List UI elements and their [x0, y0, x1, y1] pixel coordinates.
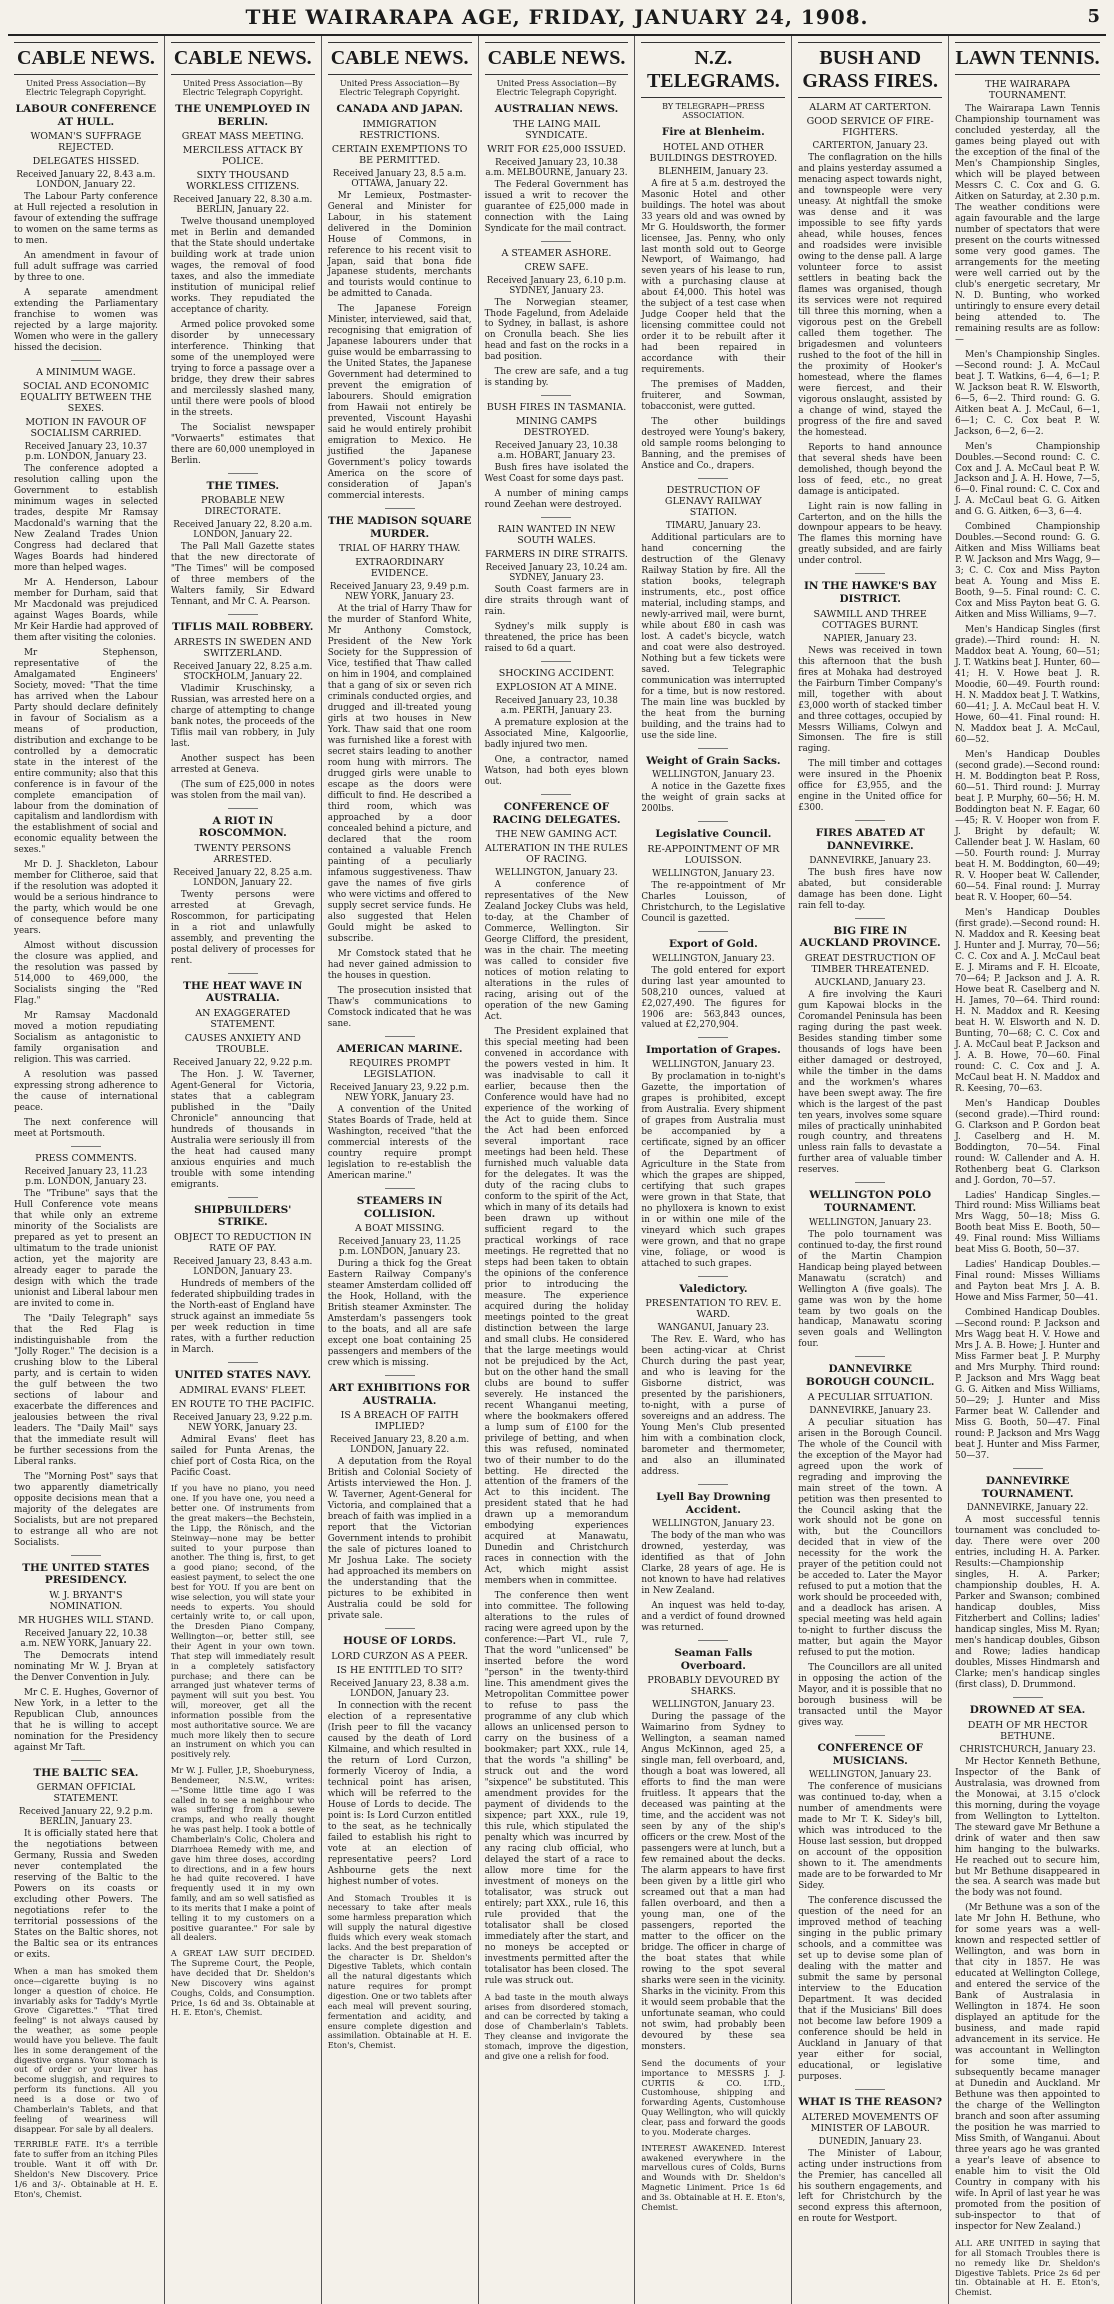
article-paragraph: In connection with the recent election of a representative (Irish peer to fill the vacancy caused by the death of Lord Kilmaine, and which resulted in the return of Lord Curzon, formerly Viceroy of India, a technical point has arisen, which will be referred to the House of Lords to decide. The point is: Is Lord Curzon entitled to the seat, as he technically failed to establish his right to vote at an election of representative peers? Lord Ashbourne gets the next highest number of votes.: [327, 1700, 472, 1887]
article-dateline: Received January 23, 9.22 p.m. NEW YORK, January 23.: [329, 1083, 470, 1104]
article-subheading: DELEGATES HISSED.: [32, 156, 140, 168]
article-subheading: A MINIMUM WAGE.: [36, 366, 136, 378]
article-subheading: ADMIRAL EVANS' FLEET.: [179, 1384, 307, 1396]
article-subheading: GOOD SERVICE OF FIRE-FIGHTERS.: [806, 116, 934, 138]
article-paragraph: News was received in town this afternoon that the bush fires at Mohaka had destroyed the Fairburn Timber Company's mill, together with about £3,000 worth of stacked timber and three cottages, occupied by Messrs Williams, Colwyn and Simonsen. The fire is still raging.: [798, 645, 943, 755]
article-subheading: RE-APPOINTMENT OF MR LOUISSON.: [647, 844, 780, 867]
section-divider: [541, 517, 571, 518]
article-dateline: DANNEVIRKE, January 22.: [966, 1503, 1089, 1514]
article-dateline: WANGANUI, January 23.: [657, 1323, 770, 1334]
article-dateline: WELLINGTON, January 23.: [652, 770, 775, 781]
article-paragraph: A deputation from the Royal British and Colonial Society of Artists interviewed the Hon. J. W. Taverner, Agent-General for Victoria, and complained that a breach of faith was implied in a report that the Victorian Government intends to prohibit the sale of pictures loaned to Mr Joshua Lake. The society had approached its members on the understanding that the pictures to be exhibited in Australia could be sold for private sale.: [327, 1457, 472, 1622]
article-subheading: TRIAL OF HARRY THAW.: [338, 543, 461, 555]
article-subheading: LORD CURZON AS A PEER.: [331, 1650, 468, 1662]
article-dateline: Received January 23, 10.37 p.m. LONDON, January 23.: [24, 441, 148, 462]
advertisement-text: Mr W. J. Fuller, J.P., Shoeburyness, Bendemeer, N.S.W., writes:—"Some little time ago I was called in to see a neighbour who was suffering from a severe cramps, and who really thought he was past help. I took a bottle of Chamberlain's Colic, Cholera and Diarrhoea Remedy with me, and gave him three doses, according to directions, and in a few hours he had quite recovered. I have frequently used it in my own family, and am so well satisfied as to its merits that I make a point of telling it to my customers on a positive guarantee." For sale by all dealers.: [170, 1765, 315, 1943]
article-paragraph: Mr Comstock stated that he had never gained admission to the houses in question.: [327, 948, 472, 981]
article-subheading: GERMAN OFFICIAL STATEMENT.: [36, 1782, 136, 1805]
column-heading: CABLE NEWS.: [171, 42, 315, 75]
article-headline: FIRES ABATED AT DANNEVIRKE.: [815, 827, 925, 852]
article-paragraph: Light rain is now falling in Carterton, and on the hills the downpour appears to be heavy. The flames this morning have greatly subsided, and are fairly under control.: [798, 501, 943, 567]
article-dateline: WELLINGTON, January 23.: [652, 953, 775, 964]
article-subheading: THE LAING MAIL SYNDICATE.: [512, 118, 601, 141]
article-paragraph: Twenty persons were arrested at Grevagh, Roscommon, for participating in a riot and unlawfully assembly, and preventing the postal delivery of processes for rent.: [170, 889, 315, 966]
article-headline: AUSTRALIAN NEWS.: [494, 103, 619, 115]
section-divider: [541, 241, 571, 242]
article-subheading: IMMIGRATION RESTRICTIONS.: [359, 118, 440, 141]
article-headline: WELLINGTON POLO TOURNAMENT.: [809, 1189, 932, 1215]
article-headline: Weight of Grain Sacks.: [646, 754, 781, 767]
article-paragraph: The conference adopted a resolution calling upon the Government to establish minimum wages in selected trades, despite Mr Ramsay Macdonald's warning that the New Zealand Trades Union Congress had declared that Wages Boards had hindered more than helped wages.: [14, 463, 158, 573]
advertisement-text: If you have no piano, you need one. If you have one, you need a better one. Of instruments from the great makers—the Bechstein, the Lipp, the Rönisch, and the Steinway—none may be better suited to your purpose than another. The thing is, first, to get a good piano; second, of the easiest payment, to select the one best for YOU. If you are bent on wise selection, you will state your needs to experts. You should certainly write to, or call upon, the Dresden Piano Company, Wellington—or, better still, see their Agent in your own town. That step will immediately result in a completely satisfactory purchase; and there can be arranged just whatever terms of payment will suit you best. You will, moreover, get all the information possible from the most authoritative source. We are much more likely then to secure an instrument on which you can positively rely.: [170, 1483, 315, 1760]
article-paragraph: The Minister of Labour, acting under instructions from the Premier, has cancelled all his southern engagements, and left for Christchurch by the second express this afternoon, en route for Westport.: [798, 2148, 943, 2225]
article-paragraph: A number of mining camps round Zeehan were destroyed.: [484, 489, 629, 511]
section-divider: [71, 360, 101, 361]
article-paragraph: A conference of representatives of the New Zealand Jockey Clubs was held, to-day, at the Chamber of Commerce, Wellington. Sir George Clifford, the president, was in the chair. The meeting was called to consider five notices of motion relating to alterations in the rules of racing, arising out of the operation of the new Gaming Act.: [484, 880, 629, 1023]
article-paragraph: The conference of musicians was continued to-day, when a number of amendments were made to Mr T. K. Sidey's bill, which was introduced to the House last session, but dropped on account of the opposition shown to it. The amendments made are to be forwarded to Mr Sidey.: [798, 1782, 943, 1892]
article-paragraph: Mr A. Henderson, Labour member for Durham, said that Mr Macdonald was prejudiced against Wages Boards, while Mr Keir Hardie had approved of them after visiting the colonies.: [14, 577, 158, 643]
article-headline: AMERICAN MARINE.: [336, 1042, 463, 1055]
article-subheading: ALTERED MOVEMENTS OF MINISTER OF LABOUR.: [801, 2111, 939, 2134]
section-divider: [698, 931, 728, 932]
column-heading: CABLE NEWS.: [485, 42, 629, 75]
article-dateline: WELLINGTON, January 23.: [652, 1700, 775, 1711]
section-divider: [71, 1146, 101, 1147]
article-headline: HOUSE OF LORDS.: [343, 1635, 457, 1648]
article-subheading: EXPLOSION AT A MINE.: [496, 682, 617, 694]
article-paragraph: Almost without discussion the closure was applied, and the resolution was passed by 514,000 to 469,000, the Socialists singing the "Red Flag.": [14, 941, 158, 1007]
article-paragraph: Ladies' Handicap Doubles.—Final round: Misses Williams and Payton beat Mrs J. A. B. Howe and Miss Farmer, 50—41.: [955, 1260, 1100, 1304]
section-divider: [855, 1182, 885, 1183]
article-paragraph: An amendment in favour of full adult suffrage was carried by three to one.: [14, 251, 158, 284]
article-headline: SHIPBUILDERS' STRIKE.: [194, 1203, 292, 1229]
article-paragraph: The Democrats intend nominating Mr W. J. Bryan at the Denver Convention in July.: [14, 1650, 158, 1683]
advertisement-text: TERRIBLE FATE. It's a terrible fate to suffer from an itching Piles trouble. Want it off with Dr. Sheldon's New Discovery. Price 1/6 and 3/-. Obtainable at H. E. Eton's, Chemist.: [14, 2139, 158, 2199]
section-divider: [228, 614, 258, 615]
article-headline: Export of Gold.: [668, 937, 758, 950]
section-divider: [385, 1036, 415, 1037]
article-subheading: GREAT DESTRUCTION OF TIMBER THREATENED.: [804, 952, 936, 975]
section-divider: [385, 1375, 415, 1376]
section-divider: [855, 918, 885, 919]
article-dateline: Received January 23, 9.49 p.m. NEW YORK, January 23.: [329, 582, 470, 603]
article-subheading: CAUSES ANXIETY AND TROUBLE.: [184, 1033, 301, 1056]
article-paragraph: The Wairarapa Lawn Tennis Championship tournament was concluded yesterday, all the games being played out with the exception of the final of the Men's Championship Singles, which will be played between Messrs C. C. Cox and G. G. Aitken on Saturday, at 2.30 p.m. The weather conditions were again favourable and the large number of spectators that were present on the courts witnessed some very good games. The arrangements for the meeting were well carried out by the club's energetic secretary, Mr N. D. Bunting, who worked untiringly to ensure every detail being attended to. The remaining results are as follow:—: [955, 104, 1100, 345]
article-dateline: Received January 23, 10.38 a.m. MELBOURNE, January 23.: [485, 157, 628, 178]
section-divider: [228, 973, 258, 974]
column-heading: CABLE NEWS.: [328, 42, 472, 75]
article-dateline: CARTERTON, January 23.: [812, 141, 928, 151]
article-paragraph: A notice in the Gazette fixes the weight of grain sacks at 200lbs.: [641, 782, 786, 815]
article-paragraph: Armed police provoked some disorder by unnecessary interference. Thinking that some of the unemployed were trying to force a passage over a bridge, they drew their sabres and mercilessly slashed many, until there were pools of blood in the streets.: [170, 320, 315, 418]
article-subheading: WOMAN'S SUFFRAGE REJECTED.: [30, 131, 142, 154]
section-divider: [385, 1188, 415, 1189]
article-paragraph: An inquest was held to-day, and a verdict of found drowned was returned.: [641, 1601, 786, 1634]
article-headline: CANADA AND JAPAN.: [336, 103, 463, 115]
article-headline: Legislative Council.: [655, 828, 772, 841]
section-divider: [855, 1735, 885, 1736]
article-subheading: SOCIAL AND ECONOMIC EQUALITY BETWEEN THE SEXES.: [20, 380, 152, 414]
article-headline: Seaman Falls Overboard.: [674, 1647, 753, 1672]
article-paragraph: By proclamation in to-night's Gazette, the importation of grapes is prohibited, except from Australia. Every shipment of grapes from Australia must be accompanied by a certificate, signed by an officer of the Department of Agriculture in the State from which the grapes are shipped, certifying that such grapes were grown in that State, that no phylloxera is known to exist in or within one mile of the vineyard which such grapes were grown, and that no grape vine, foliage, or wood is attached to such grapes.: [641, 1072, 786, 1269]
advertisement-text: And Stomach Troubles it is necessary to take after meals some harmless preparation which will supply the natural digestive fluids which every weak stomach lacks. And the best preparation of the character is Dr. Sheldon's Digestive Tablets, which contain all the natural digestants which nature requires for prompt digestion. One or two tablets after each meal will prevent souring, fermentation and acidity, and ensure complete digestion and assimilation. Obtainable at H. E. Eton's, Chemist.: [327, 1892, 472, 2051]
article-subheading: THE NEW GAMING ACT.: [495, 829, 618, 841]
article-subheading: A BOAT MISSING.: [355, 1223, 445, 1235]
article-subheading: THE WAIRARAPA TOURNAMENT.: [985, 79, 1071, 101]
article-subheading: TWENTY PERSONS ARRESTED.: [194, 842, 292, 865]
masthead: [8, 0, 1106, 36]
section-divider: [855, 573, 885, 574]
article-paragraph: Men's Championship Doubles.—Second round: C. C. Cox and J. A. McCaul beat P. W. Jackson and J. A. H. Howe, 7—5, 6—0. Final round: C. C. Cox and J. A. McCaul beat G. G. Aitken and G. G. Aitken, 6—3, 6—4.: [955, 441, 1100, 518]
section-divider: [698, 1640, 728, 1641]
section-divider: [855, 820, 885, 821]
page-number: 5: [1087, 6, 1100, 27]
masthead-title: THE WAIRARAPA AGE, FRIDAY, JANUARY 24, 1908.: [245, 5, 869, 29]
article-dateline: WELLINGTON, January 23.: [808, 1770, 932, 1781]
article-subheading: CERTAIN EXEMPTIONS TO BE PERMITTED.: [331, 143, 468, 166]
article-paragraph: A most successful tennis tournament was concluded to-day. There were over 200 entries, including H. A. Parker. Results:—Championship singles, H. A. Parker; championship doubles, H. A. Parker and Swanson; combined handicap doubles, Miss Fitzherbert and Collins; ladies' handicap singles, Miss M. Ryan; men's handicap doubles, Gibson and Rowe; ladies handicap doubles, Misses Hindmarsh and Clarke; men's handicap singles (first class), D. Drummond.: [955, 1515, 1100, 1691]
article-subheading: HOTEL AND OTHER BUILDINGS DESTROYED.: [649, 141, 778, 164]
article-headline: Importation of Grapes.: [645, 1044, 781, 1057]
article-headline: DANNEVIRKE BOROUGH COUNCIL.: [806, 1363, 935, 1389]
article-subheading: PROBABLY DEVOURED BY SHARKS.: [647, 1675, 780, 1698]
article-subheading: MINING CAMPS DESTROYED.: [515, 416, 598, 439]
column-heading: BUSH AND GRASS FIRES.: [798, 42, 942, 98]
article-subheading: SAWMILL AND THREE COTTAGES BURNT.: [813, 608, 927, 631]
article-dateline: WELLINGTON, January 23.: [808, 1217, 932, 1228]
article-dateline: Received January 23, 8.5 a.m. OTTAWA, January 22.: [332, 168, 467, 189]
article-dateline: WELLINGTON, January 23.: [652, 1060, 775, 1071]
article-headline: TIFLIS MAIL ROBBERY.: [172, 621, 314, 634]
article-dateline: Received January 23, 10.38 a.m. PERTH, January 23.: [495, 696, 618, 717]
article-headline: UNITED STATES NAVY.: [174, 1368, 312, 1381]
section-divider: [228, 808, 258, 809]
section-divider: [855, 1356, 885, 1357]
article-dateline: Received January 23, 11.23 p.m. LONDON, January 23.: [24, 1167, 148, 1188]
section-divider: [228, 1197, 258, 1198]
article-paragraph: The next conference will meet at Portsmouth.: [14, 1118, 158, 1140]
article-headline: THE HEAT WAVE IN AUSTRALIA.: [183, 979, 303, 1005]
advertisement-text: Send the documents of your importance to MESSRS J. J. CURTIS & CO. LTD., Customhouse, shipping and forwarding Agents, Customhouse Quay Wellington, who will quickly clear, pass and forward the goods to you. Moderate charges.: [641, 2057, 786, 2137]
article-paragraph: The re-appointment of Mr Charles Louisson, of Christchurch, to the Legislative Council is gazetted.: [641, 881, 786, 924]
article-paragraph: During the passage of the Waimarino from Sydney to Wellington, a seaman named Angus McKinnon, aged 25, a single man, fell overboard, and, though a boat was lowered, all efforts to find the man were fruitless. It appears that the deceased was painting at the time, and the accident was not seen by any of the ship's officers or the crew. Most of the passengers were at lunch, but a few remained about the decks. The alarm appears to have first been given by a little girl who screamed out that a man had fallen overboard, and then a young man, one of the passengers, reported the matter to the officer on the bridge. The officer in charge of the boat states that while rowing to the spot several sharks were seen in the vicinity. Sharks in the vicinity. From this it would seem probable that the unfortunate seaman, who could not swim, had probably been devoured by these sea monsters.: [641, 1712, 786, 2052]
article-dateline: TIMARU, January 23.: [665, 521, 761, 532]
article-paragraph: Twelve thousand unemployed met in Berlin and demanded that the State should undertake building work at trade union wages, the removal of food taxes, and also the immediate institution of municipal relief works. They repudiated the acceptance of charity.: [170, 217, 315, 316]
article-dateline: Received January 22, 8.25 a.m. STOCKHOLM, January 22.: [173, 661, 313, 682]
column-4: [479, 36, 636, 2304]
article-paragraph: Additional particulars are to hand concerning the destruction of the Glenavy Railway Station by fire. All the station books, telegraph instruments, etc., post office material, including stamps, and newly-arrived mail, were burnt, while about £80 in cash was lost. A cadet's bicycle, watch and coat were also destroyed. Nothing but a few tickets were saved. Telegraphic communication was interrupted for a time, but is now restored. The main line was buckled by the heat from the burning building, and the trains had to use the side line.: [641, 533, 786, 741]
article-paragraph: The Councillors are all united in opposing the action of the Mayor, and it is possible that no borough business will be transacted until the Mayor gives way.: [798, 1663, 943, 1729]
article-headline: THE MADISON SQUARE MURDER.: [327, 515, 472, 540]
advertisement-text: INTEREST AWAKENED. Interest awakened everywhere in the marvellous cures of Colds, Burns and Wounds with Dr. Sheldon's Magnetic Liniment. Price 1s 6d and 3s. Obtainable at H. E. Eton's, Chemist.: [641, 2142, 786, 2212]
article-paragraph: Men's Handicap Doubles (second grade).—Third round: G. Clarkson and P. Gordon beat J. Caselberg and H. M. Boddington, 70—54. Final round: W. Callender and A. H. Rothenberg beat G. Clarkson and J. Gordon, 70—57.: [955, 1098, 1100, 1186]
column-6: [792, 36, 949, 2304]
article-paragraph: The gold entered for export during last year amounted to 508,210 ounces, valued at £2,027,490. The figures for 1906 are: 563,843 ounces, valued at £2,270,904.: [641, 965, 786, 1031]
article-headline: THE UNITED STATES PRESIDENCY.: [22, 1561, 150, 1587]
article-dateline: DANNEVIRKE, January 23.: [809, 855, 931, 866]
article-dateline: Received January 23, 8.38 a.m. LONDON, January 23.: [330, 1678, 470, 1699]
article-dateline: WELLINGTON, January 23.: [652, 1519, 775, 1530]
article-headline: THE BALTIC SEA.: [33, 1766, 139, 1779]
article-paragraph: South Coast farmers are in dire straits through want of rain.: [484, 585, 629, 618]
column-3: [322, 36, 479, 2304]
section-divider: [698, 821, 728, 822]
article-paragraph: The Pall Mall Gazette states that the new directorate of "The Times" will be composed of three members of the Walters family, Sir Edward Tennant, and Mr C. A. Pearson.: [170, 542, 315, 608]
section-divider: [698, 1037, 728, 1038]
article-headline: THE UNEMPLOYED IN BERLIN.: [175, 103, 311, 128]
article-headline: Valedictory.: [679, 1282, 748, 1295]
section-divider: [698, 478, 728, 479]
article-dateline: CHRISTCHURCH, January 23.: [959, 1744, 1096, 1755]
article-paragraph: The prosecution insisted that Thaw's communications to Comstock indicated that he was sane.: [327, 985, 472, 1029]
article-subheading: IS A BREACH OF FAITH IMPLIED?: [340, 1410, 459, 1433]
article-subheading: MOTION IN FAVOUR OF SOCIALISM CARRIED.: [25, 416, 147, 439]
column-heading: LAWN TENNIS.: [955, 42, 1100, 75]
article-headline: CONFERENCE OF RACING DELEGATES.: [492, 801, 621, 826]
article-headline: DANNEVIRKE TOURNAMENT.: [981, 1475, 1074, 1500]
article-dateline: BLENHEIM, January 23.: [658, 166, 769, 177]
article-subheading: A PECULIAR SITUATION.: [807, 1391, 933, 1403]
article-paragraph: Men's Handicap Doubles (first grade).—Second round: H. N. Maddox and R. Keesing beat J. Hunter and J. Murray, 70—56; C. C. Cox and A. J. McCaul beat E. J. Mirams and F. H. Elcoate, 70—64; P. Jackson and J. A. R. Howe beat R. Caselberg and N. H. James, 70—64. Third round: H. N. Maddox and R. Keesing beat H. W. Elsworth and N. D. Bunting, 70—68; C. C. Cox and J. A. McCaul beat P. Jackson and J. A. B. Howe, 70—60. Final round: C. C. Cox and J. A. McCaul beat H. N. Maddox and R. Keesing, 70—63.: [955, 907, 1100, 1094]
section-divider: [71, 1555, 101, 1556]
article-paragraph: The Federal Government has issued a writ to recover the guarantee of £25,000 made in connection with the Laing Syndicate for the mail contract.: [484, 179, 629, 234]
column-byline: United Press Association—By Electric Telegraph Copyright.: [182, 79, 304, 97]
article-paragraph: The crew are safe, and a tug is standing by.: [484, 367, 629, 389]
article-subheading: SHOCKING ACCIDENT.: [498, 668, 615, 680]
article-paragraph: Combined Handicap Doubles.—Second round: P. Jackson and Mrs Wagg beat H. V. Howe and Mrs J. A. B. Howe; J. Hunter and Miss Farmer beat J. P. Murphy and Mrs Murphy. Third round: P. Jackson and Mrs Wagg beat G. G. Aitken and Miss Williams, 50—29; J. Hunter and Miss Farmer beat W. Callender and Miss G. Booth, 50—47. Final round: P. Jackson and Mrs Wagg beat J. Hunter and Miss Farmer, 50—37.: [955, 1308, 1100, 1462]
section-divider: [698, 748, 728, 749]
article-subheading: PRESS COMMENTS.: [35, 1153, 137, 1165]
advertisement-text: A bad taste in the mouth always arises from disordered stomach, and can be corrected by taking a dose of Chamberlain's Tablets. They cleanse and invigorate the stomach, improve the digestion, and give one a relish for food.: [484, 1991, 629, 2061]
article-paragraph: At the trial of Harry Thaw for the murder of Stanford White, Mr Anthony Comstock, President of the New York Society for the Suppression of Vice, testified that Thaw called on him in 1904, and complained that a gang of six or seven rich criminals conducted orgies, and drugged and ill-treated young girls at two houses in New York. Thaw said that one room was furnished like a forest with secret stairs leading to another room hung with mirrors. The drugged girls were unable to escape as the doors were difficult to find. He described a third room, which was approached by a door concealed behind a picture, and declared that the room contained a valuable French painting of a peculiarly infamous suggestiveness. Thaw gave the names of five girls who were victims and offered to supply secret service funds. He also suggested that Helen Gould might be asked to subscribe.: [327, 604, 472, 944]
article-subheading: EN ROUTE TO THE PACIFIC.: [171, 1398, 315, 1410]
article-paragraph: The conference discussed the question of the need for an improved method of teaching singing in the public primary schools, and a committee was set up to devise some plan of dealing with the matter and submit the same by personal interview to the Education Department. It was decided that if the Musicians' Bill does not become law before 1909 a conference should be held in Auckland in January of that year either for social, educational, or legislative purposes.: [798, 1896, 943, 2082]
section-divider: [541, 395, 571, 396]
section-divider: [855, 2089, 885, 2090]
article-subheading: DEATH OF MR HECTOR BETHUNE.: [967, 1719, 1088, 1742]
article-paragraph: Men's Handicap Doubles (second grade).—Second round: H. M. Boddington beat P. Ross, 60—51. Third round: J. Murray beat J. P. Murphy, 60—56; H. M. Boddington beat N. F. Eagar, 60—45; R. V. Hooper won from F. J. Bright by default; W. Callender beat J. W. Haslam, 60—50. Fourth round: J. Murray beat H. M. Boddington, 60—49; R. V. Hooper beat W. Callender, 60—54. Final round: J. Murray beat R. V. Hooper, 60—54.: [955, 750, 1100, 903]
article-paragraph: Hundreds of members of the federated shipbuilding trades in the North-east of England have struck against an immediate 5s per week reduction in time rates, with a further reduction in March.: [170, 1279, 315, 1355]
article-dateline: Received January 23, 8.20 a.m. LONDON, January 22.: [330, 1435, 470, 1456]
article-paragraph: A fire involving the Kauri gum Kapowai blocks in the Coromandel Peninsula has been raging during the past week. Besides standing timber some thousands of logs have been either damaged or destroyed, while the timber in the dams and the workmen's whares have been swept away. The fire which is the largest of the past ten years, involves some square miles of practically uninhabited rough country, and threatens unless rain falls to devastate a further area of valuable timber reserves.: [798, 989, 943, 1176]
column-2: [165, 36, 322, 2304]
section-divider: [541, 794, 571, 795]
article-paragraph: The premises of Madden, fruiterer, and Sowman, tobacconist, were gutted.: [641, 380, 786, 413]
article-paragraph: Mr Stephenson, representative of the Amalgamated Engineers' Society, moved: "That the time has arrived when the Labour Party should declare definitely in favour of Socialism as a means of production, distribution and exchange to be controlled by a democratic state in the interest of the entire community; also that this conference is in favour of the complete emancipation of labour from the domination of capitalism and landlordism with the establishment of social and economic equality between the sexes.": [14, 647, 158, 856]
article-paragraph: A premature explosion at the Associated Mine, Kalgoorlie, badly injured two men.: [484, 718, 629, 751]
section-divider: [698, 1276, 728, 1277]
article-dateline: NAPIER, January 23.: [823, 633, 917, 644]
article-paragraph: The conference then went into committee. The following alterations to the rules of racing were agreed upon by the conference:—Part VI., rule 7, That the word "unlicensed" be inserted before the word "person" in the twenty-third line. This amendment gives the Metropolitan Committee power to refuse to pass the programme of any club which allows an unlicensed person to carry on the business of a bookmaker; part XXX., rule 14, that the words "a shilling" be struck out and the word "sixpence" be substituted. This amendment provides for the payment of dividends to the sixpence; part XXX., rule 19, this rule, which stipulated the penalty which was incurred by any racing club official, who delayed the start of a race to allow more time for the investment of moneys on the totalisator, was struck out entirely; part XXX., rule 16, this rule provided that the totalisator shall be closed immediately after the start, and no moneys be accepted or investments permitted after the totalisator has been closed. The rule was struck out.: [484, 1591, 629, 1986]
article-paragraph: Mr D. J. Shackleton, Labour member for Clitheroe, said that if the resolution was adopted it would be a serious hindrance to the party, which would be one of consequence before many years.: [14, 860, 158, 937]
article-paragraph: The "Tribune" says that the Hull Conference vote means that while only an extreme minority of the Socialists are prepared as yet to present an ultimatum to the trade unionist action, yet the majority are already eager to parade the design with which the trade unionist and Liberal labour men are invited to come in.: [14, 1189, 158, 1309]
section-divider: [541, 661, 571, 662]
article-paragraph: A resolution was passed expressing strong adherence to the cause of international peace.: [14, 1070, 158, 1114]
article-subheading: ALTERATION IN THE RULES OF RACING.: [485, 843, 628, 866]
advertisement-text: When a man has smoked them once—cigarette buying is no longer a question of choice. He invariably asks for Taddy's Myrtle Grove Cigarettes." "That tired feeling" is not always caused by the weather, as some people would have you believe. The fault lies in some derangement of the digestive organs. Your stomach is out of order or your liver has become sluggish, and requires to perform its functions. All you need is a dose or two of Chamberlain's Tablets, and that feeling of weariness will disappear. For sale by all dealers.: [14, 1966, 158, 2134]
article-headline: THE TIMES.: [206, 479, 280, 492]
article-paragraph: The body of the man who was drowned, yesterday, was identified as that of John Clarke, 28 years of age. He is not known to have had relatives in New Zealand.: [641, 1531, 786, 1597]
section-divider: [698, 1484, 728, 1485]
article-paragraph: A peculiar situation has arisen in the Borough Council. The whole of the Council with the exception of the Mayor had agreed upon the work of regrading and improving the main street of the town. A petition was then presented to the Council asking that the work should not be gone on with, but the Councillors decided that in view of the necessity for the work the prayer of the petition could not be acceded to. Later the Mayor refused to put a motion that the work should be proceeded with, and a deadlock has arisen. A special meeting was held again to-night to further discuss the matter, but again the Mayor refused to put the motion.: [798, 1417, 943, 1659]
article-dateline: Received January 23, 9.22 p.m. NEW YORK, January 23.: [173, 1412, 313, 1433]
article-paragraph: Bush fires have isolated the West Coast for some days past.: [484, 463, 629, 485]
article-paragraph: Men's Championship Singles.—Second round: J. A. McCaul beat J. T. Watkins, 6—4, 6—1; P. W. Jackson beat R. W. Elsworth, 6—5, 6—2. Third round: G. G. Aitken beat A. J. McCaul, 6—1, 6—1; C. C. Cox beat P. W. Jackson, 6—2, 6—2.: [955, 349, 1100, 437]
article-paragraph: It is officially stated here that the negotiations between Germany, Russia and Sweden never contemplated the reserving of the Baltic to the Powers on its coasts or excluding other Powers. The negotiations refer to the territorial possessions of the States on the Baltic shores, not the Baltic sea or its entrances or exits.: [14, 1829, 158, 1961]
article-dateline: Received January 23, 6.10 p.m. SYDNEY, January 23.: [486, 275, 627, 296]
article-subheading: IS HE ENTITLED TO SIT?: [336, 1664, 463, 1676]
article-paragraph: Another suspect has been arrested at Geneva.: [170, 753, 315, 775]
article-subheading: CREW SAFE.: [524, 261, 589, 273]
article-paragraph: The "Daily Telegraph" says that the Red Flag is indistinguishable from the "Jolly Roger." The decision is a crushing blow to the Liberal party, and is certain to widen the gulf between the two sections of labour and exacerbate the differences and jealousies between the rival leaders. The "Daily Mail" says that the immediate result will be further secessions from the Liberal ranks.: [14, 1313, 158, 1467]
article-dateline: Received January 22, 9.22 p.m.: [173, 1058, 313, 1069]
article-paragraph: Admiral Evans' fleet has sailed for Punta Arenas, the chief port of Costa Rica, on the Pacific Coast.: [170, 1434, 315, 1478]
column-byline: United Press Association—By Electric Telegraph Copyright.: [25, 79, 147, 97]
article-paragraph: The Norwegian steamer, Thode Fagelund, from Adelaide to Sydney, in ballast, is ashore on Cronulla beach. She lies head and fast on the rocks in a bad position.: [484, 297, 629, 363]
article-subheading: GREAT MASS MEETING.: [181, 131, 304, 143]
article-paragraph: A convention of the United States Boards of Trade, held at Washington, received "that the commercial interests of the country require prompt legislation to re-establish the American marine.": [327, 1105, 472, 1182]
article-paragraph: During a thick fog the Great Eastern Railway Company's steamer Amsterdam collided off the Hook, Holland, with the British steamer Axminster. The Amsterdam's passengers took to the boats, and all are safe except one boat containing 25 passengers and members of the crew which is missing.: [327, 1259, 472, 1369]
article-dateline: Received January 23, 11.25 p.m. LONDON, January 23.: [338, 1237, 461, 1258]
article-paragraph: Sydney's milk supply is threatened, the price has been raised to 6d a quart.: [484, 622, 629, 655]
article-paragraph: Mr Lemieux, Postmaster-General and Minister for Labour, in his statement delivered in the Dominion House of Commons, in reference to his recent visit to Japan, said that bona fide Japanese students, merchants and tourists would continue to be admitted to Canada.: [327, 190, 472, 300]
article-paragraph: The "Morning Post" says that two apparently diametrically opposite decisions mean that a majority of the delegates are Socialists, but are not prepared to estrange all who are not Socialists.: [14, 1471, 158, 1548]
advertisement-text: A GREAT LAW SUIT DECIDED. The Supreme Court, the People, have decided that Dr. Sheldon's New Discovery wins against Coughs, Colds, and Consumption. Price, 1s 6d and 3s. Obtainable at H. E. Eton's, Chemist.: [170, 1948, 315, 2018]
article-paragraph: The other buildings destroyed were Young's bakery, old sample rooms belonging to Banning, and the premises of Anstice and Co., drapers.: [641, 417, 786, 472]
article-paragraph: One, a contractor, named Watson, had both eyes blown out.: [484, 755, 629, 788]
article-paragraph: The mill timber and cottages were insured in the Phoenix office for £3,955, and the engine in the United office for £300.: [798, 759, 943, 814]
article-subheading: OBJECT TO REDUCTION IN RATE OF PAY.: [174, 1232, 312, 1255]
article-headline: LABOUR CONFERENCE AT HULL.: [15, 103, 157, 128]
article-dateline: Received January 22, 8.20 a.m. LONDON, January 22.: [173, 520, 313, 541]
article-headline: CONFERENCE OF MUSICIANS.: [817, 1742, 923, 1767]
article-paragraph: Reports to hand announce that several sheds have been demolished, though beyond the loss of feed, etc., no great damage is anticipated.: [798, 442, 943, 497]
article-headline: Lyell Bay Drowning Accident.: [656, 1491, 771, 1516]
article-paragraph: (The sum of £25,000 in notes was stolen from the mail van).: [170, 779, 315, 801]
article-subheading: WRIT FOR £25,000 ISSUED.: [487, 143, 626, 155]
column-byline: BY TELEGRAPH—PRESS ASSOCIATION.: [662, 102, 765, 120]
article-dateline: Received January 23, 10.24 am. SYDNEY, January 23.: [485, 563, 628, 584]
column-1: [8, 36, 165, 2304]
section-divider: [71, 1760, 101, 1761]
article-subheading: BUSH FIRES IN TASMANIA.: [486, 402, 627, 414]
article-paragraph: The conflagration on the hills and plains yesterday assumed a menacing aspect towards night, and townspeople were very uneasy. At nightfall the smoke was dense and it was impossible to see fifty yards ahead, while houses, fences and roadsides were invisible owing to the dense pall. A large volunteer force to assist settlers in beating back the flames was organised, though its services were not required till three this morning, when a vigorous pest on the Grebell called them together. The brigadesmen and volunteers rushed to the foot of the hill in the proximity of Hooker's homestead, where the flames were fiercest, and their vigorous onslaught, assisted by a change of wind, stayed the progress of the fire and saved the homestead.: [798, 153, 943, 438]
article-subheading: W. J. BRYANT'S NOMINATION.: [49, 1589, 123, 1612]
article-headline: Fire at Blenheim.: [661, 126, 765, 138]
column-byline: United Press Association—By Electric Telegraph Copyright.: [339, 79, 460, 97]
article-paragraph: The Socialist newspaper "Vorwaerts" estimates that there are 60,000 unemployed in Berlin.: [170, 422, 315, 466]
article-dateline: DANNEVIRKE, January 23.: [809, 1405, 931, 1416]
article-headline: BIG FIRE IN AUCKLAND PROVINCE.: [799, 924, 941, 950]
article-paragraph: The Hon. J. W. Taverner, Agent-General for Victoria, states that a cablegram published in the "Daily Chronicle" announcing that hundreds of thousands in Australia were seriously ill from the heat had caused many anxious enquiries and much trouble with some intending emigrants.: [170, 1070, 315, 1190]
article-paragraph: Combined Championship Doubles.—Second round: G. G. Aitken and Miss Williams beat P. W. Jackson and Mrs Wagg, 9—3; C. C. Cox and Miss Payton beat A. Young and Miss E. Booth, 9—5. Final round: C. C. Cox and Miss Payton beat G. G. Aitken and Miss Williams, 9—7.: [955, 522, 1100, 621]
article-subheading: PRESENTATION TO REV. E. WARD.: [645, 1298, 782, 1321]
article-paragraph: The Japanese Foreign Minister, interviewed, said that, recognising that emigration of Japanese labourers under that guise would be embarrassing to the United States, the Japanese Government had determined to prevent the emigration of labourers. Should emigration from Hawaii not entirely be prevented, Viscount Hayashi said he would entirely prohibit emigration to Mexico. He justified the Japanese Government's policy towards America on the score of consideration of Japan's commercial interests.: [327, 304, 472, 502]
article-dateline: WELLINGTON, January 23.: [495, 868, 618, 879]
article-paragraph: Ladies' Handicap Singles.—Third round: Miss Williams beat Mrs Wagg, 50—18; Miss G. Booth beat Miss E. Booth, 50—49. Final round: Miss Williams beat Miss G. Booth, 50—37.: [955, 1190, 1100, 1256]
column-heading: CABLE NEWS.: [14, 42, 158, 75]
article-dateline: WELLINGTON, January 23.: [652, 869, 775, 880]
section-divider: [385, 1628, 415, 1629]
article-headline: DROWNED AT SEA.: [969, 1704, 1086, 1717]
section-divider: [385, 508, 415, 509]
article-paragraph: (Mr Bethune was a son of the late Mr John H. Bethune, who for some years was a well-known and respected settler of Wellington, and was born in that city in 1857. He was educated at Wellington College, and entered the service of the Bank of Australasia in Wellington in 1874. He soon displayed an aptitude for the business, and made rapid advancement in its service. He was accountant in Wellington for some time, and subsequently became manager at Dunedin and Auckland. Mr Bethune was then appointed to the charge of the Wellington branch and soon after assuming the position he was married to Miss Smith, of Wanganui. About three years ago he was granted a year's leave of absence to enable him to visit the Old Country in company with his wife. In April of last year he was promoted from the position of sub-inspector to that of inspector for New Zealand.): [955, 1903, 1100, 2232]
article-dateline: Received January 22, 10.38 a.m. NEW YORK, January 22.: [20, 1628, 152, 1649]
article-subheading: MERCILESS ATTACK BY POLICE.: [182, 145, 303, 168]
article-dateline: Received January 23, 8.43 a.m. LONDON, January 23.: [173, 1257, 313, 1278]
article-dateline: Received January 22, 8.25 a.m. LONDON, January 22.: [173, 867, 313, 888]
article-paragraph: Mr C. E. Hughes, Governor of New York, in a letter to the Republican Club, announces that he is willing to accept nomination for the Presidency against Mr Taft.: [14, 1687, 158, 1753]
section-divider: [228, 1362, 258, 1363]
column-5: [635, 36, 792, 2304]
article-headline: ART EXHIBITIONS FOR AUSTRALIA.: [329, 1382, 471, 1407]
article-subheading: REQUIRES PROMPT LEGISLATION.: [349, 1058, 451, 1081]
article-subheading: PROBABLE NEW DIRECTORATE.: [201, 495, 285, 518]
article-paragraph: The Rev. E. Ward, who has been acting-vicar at Christ Church during the past year, and who is leaving for the Gisborne district, was presented by the parishioners, to-night, with a purse of sovereigns and an address. The Young Men's Club presented him with a combination clock, barometer and thermometer, and also an illuminated address.: [641, 1335, 786, 1478]
section-divider: [1013, 1697, 1043, 1698]
article-paragraph: The President explained that this special meeting had been convened in accordance with the powers vested in him. It was inadvisable to call it earlier, because then the Conference would have had no experience of the working of the Act to guide them. Since the Act had been enforced several important race meetings had been held. These furnished much valuable data for the delegates. It was the duty of the racing clubs to conform to the spirit of the Act, which in many of its details had been drawn up without sufficient regard to the practical workings of race meetings. He regretted that no steps had been taken to obtain the opinions of the conference prior to introducing the measure. The experience acquired during the holiday meetings pointed to the great distinction between the large and small clubs. He considered that the large meetings would not be prejudiced by the Act, but on the other hand the small clubs are bound to suffer severely. He instanced the recent Whanganui meeting, where the bookmakers offered a lump sum of £100 for the privilege of betting, and when this was refused, nominated two of their number to do the betting. He directed the attention of the framers of the Act to this incident. The president stated that he had drawn up a memorandum embodying experiences acquired at Manawatu, Dunedin and Christchurch races in connection with the Act, which might assist members when in committee.: [484, 1027, 629, 1587]
article-subheading: MR HUGHES WILL STAND.: [18, 1614, 154, 1626]
article-dateline: AUCKLAND, January 23.: [814, 977, 926, 988]
article-subheading: RAIN WANTED IN NEW SOUTH WALES.: [497, 524, 616, 547]
article-subheading: ARRESTS IN SWEDEN AND SWITZERLAND.: [174, 636, 312, 659]
article-paragraph: Vladimir Kruschinsky, a Russian, was arrested here on a charge of attempting to change bank notes, the proceeds of the Tiflis mail van robbery, in July last.: [170, 683, 315, 749]
article-paragraph: A separate amendment extending the Parliamentary franchise to women was rejected by a large majority. Women who were in the gallery hissed the decision.: [14, 288, 158, 353]
article-paragraph: Mr Hector Kenneth Bethune, Inspector of the Bank of Australasia, was drowned from the Monowai, at 3.15 o'clock this morning, during the voyage from Wellington to Lyttelton. The steward gave Mr Bethune a drink of water and then saw him hanging to the bulwarks. He reached out to secure him, but Mr Bethune disappeared in the sea. A search was made but the body was not found.: [955, 1756, 1100, 1899]
article-subheading: A STEAMER ASHORE.: [501, 247, 612, 259]
article-paragraph: Men's Handicap Singles (first grade).—Third round: H. N. Maddox beat A. Young, 60—51; J. T. Watkins beat J. Hunter, 60—41; H. V. Howe beat J. R. Moodie, 60—49. Fourth round: H. N. Maddox beat J. T. Watkins, 60—41; J. A. McCaul beat H. V. Howe, 60—41. Final round: H. N. Maddox beat J. A. McCaul, 60—52.: [955, 625, 1100, 746]
column-7: [949, 36, 1106, 2304]
article-paragraph: The bush fires have now abated, but considerable damage has been done. Light rain fell to-day.: [798, 867, 943, 911]
article-dateline: DUNEDIN, January 23.: [818, 2136, 922, 2147]
article-paragraph: A fire at 5 a.m. destroyed the Masonic Hotel and other buildings. The hotel was about 33 years old and was owned by Mr G. Houldsworth, the former licensee, Jas. Penny, who only last month sold out to George Newport, of Waimango, had seven years of his lease to run, with a purchasing clause at about £4,000. This hotel was the subject of a test case when Judge Cooper held that the licensing committee could not order it to be rebuilt after it had been repaired in accordance with their requirements.: [641, 178, 786, 376]
article-headline: WHAT IS THE REASON?: [798, 2095, 943, 2108]
article-headline: IN THE HAWKE'S BAY DISTRICT.: [803, 580, 937, 606]
article-dateline: Received January 22, 9.2 p.m. BERLIN, January 23.: [19, 1807, 153, 1828]
article-subheading: FARMERS IN DIRE STRAITS.: [485, 549, 628, 561]
column-heading: N.Z. TELEGRAMS.: [641, 42, 785, 98]
article-paragraph: The polo tournament was continued to-day, the first round of the Martin Champion Handicap being played between Manawatu (scratch) and Wellington A (five goals). The game was won by the home team by two goals on the handicap, Manawatu scoring seven goals and Wellington four.: [798, 1229, 943, 1350]
article-dateline: Received January 23, 10.38 a.m. HOBART, January 23.: [495, 441, 618, 462]
article-dateline: Received January 22, 8.30 a.m. BERLIN, January 22.: [173, 195, 313, 216]
columns-container: [8, 36, 1106, 2298]
article-headline: STEAMERS IN COLLISION.: [356, 1195, 443, 1220]
article-dateline: Received January 22, 8.43 a.m. LONDON, January 22.: [16, 170, 156, 191]
section-divider: [228, 473, 258, 474]
article-subheading: ALARM AT CARTERTON.: [809, 102, 932, 113]
column-byline: United Press Association—By Electric Telegraph Copyright.: [496, 79, 617, 97]
section-divider: [1013, 1468, 1043, 1469]
article-subheading: EXTRAORDINARY EVIDENCE.: [355, 557, 444, 580]
article-subheading: AN EXAGGERATED STATEMENT.: [195, 1008, 291, 1031]
article-paragraph: Mr Ramsay Macdonald moved a motion repudiating Socialism as antagonistic to family organisation and religion. This was carried.: [14, 1011, 158, 1066]
article-subheading: DESTRUCTION OF GLENAVY RAILWAY STATION.: [664, 485, 762, 519]
advertisement-text: ALL ARE UNITED in saying that for all Stomach Troubles there is no remedy like Dr. Sheldon's Digestive Tablets. Price 2s 6d per tin. Obtainable at H. E. Eton's, Chemist.: [955, 2237, 1100, 2298]
article-paragraph: The Labour Party conference at Hull rejected a resolution in favour of extending the suffrage to women on the same terms as to men.: [14, 192, 158, 247]
article-headline: A RIOT IN ROSCOMMON.: [198, 814, 287, 840]
article-subheading: SIXTY THOUSAND WORKLESS CITIZENS.: [186, 170, 300, 193]
